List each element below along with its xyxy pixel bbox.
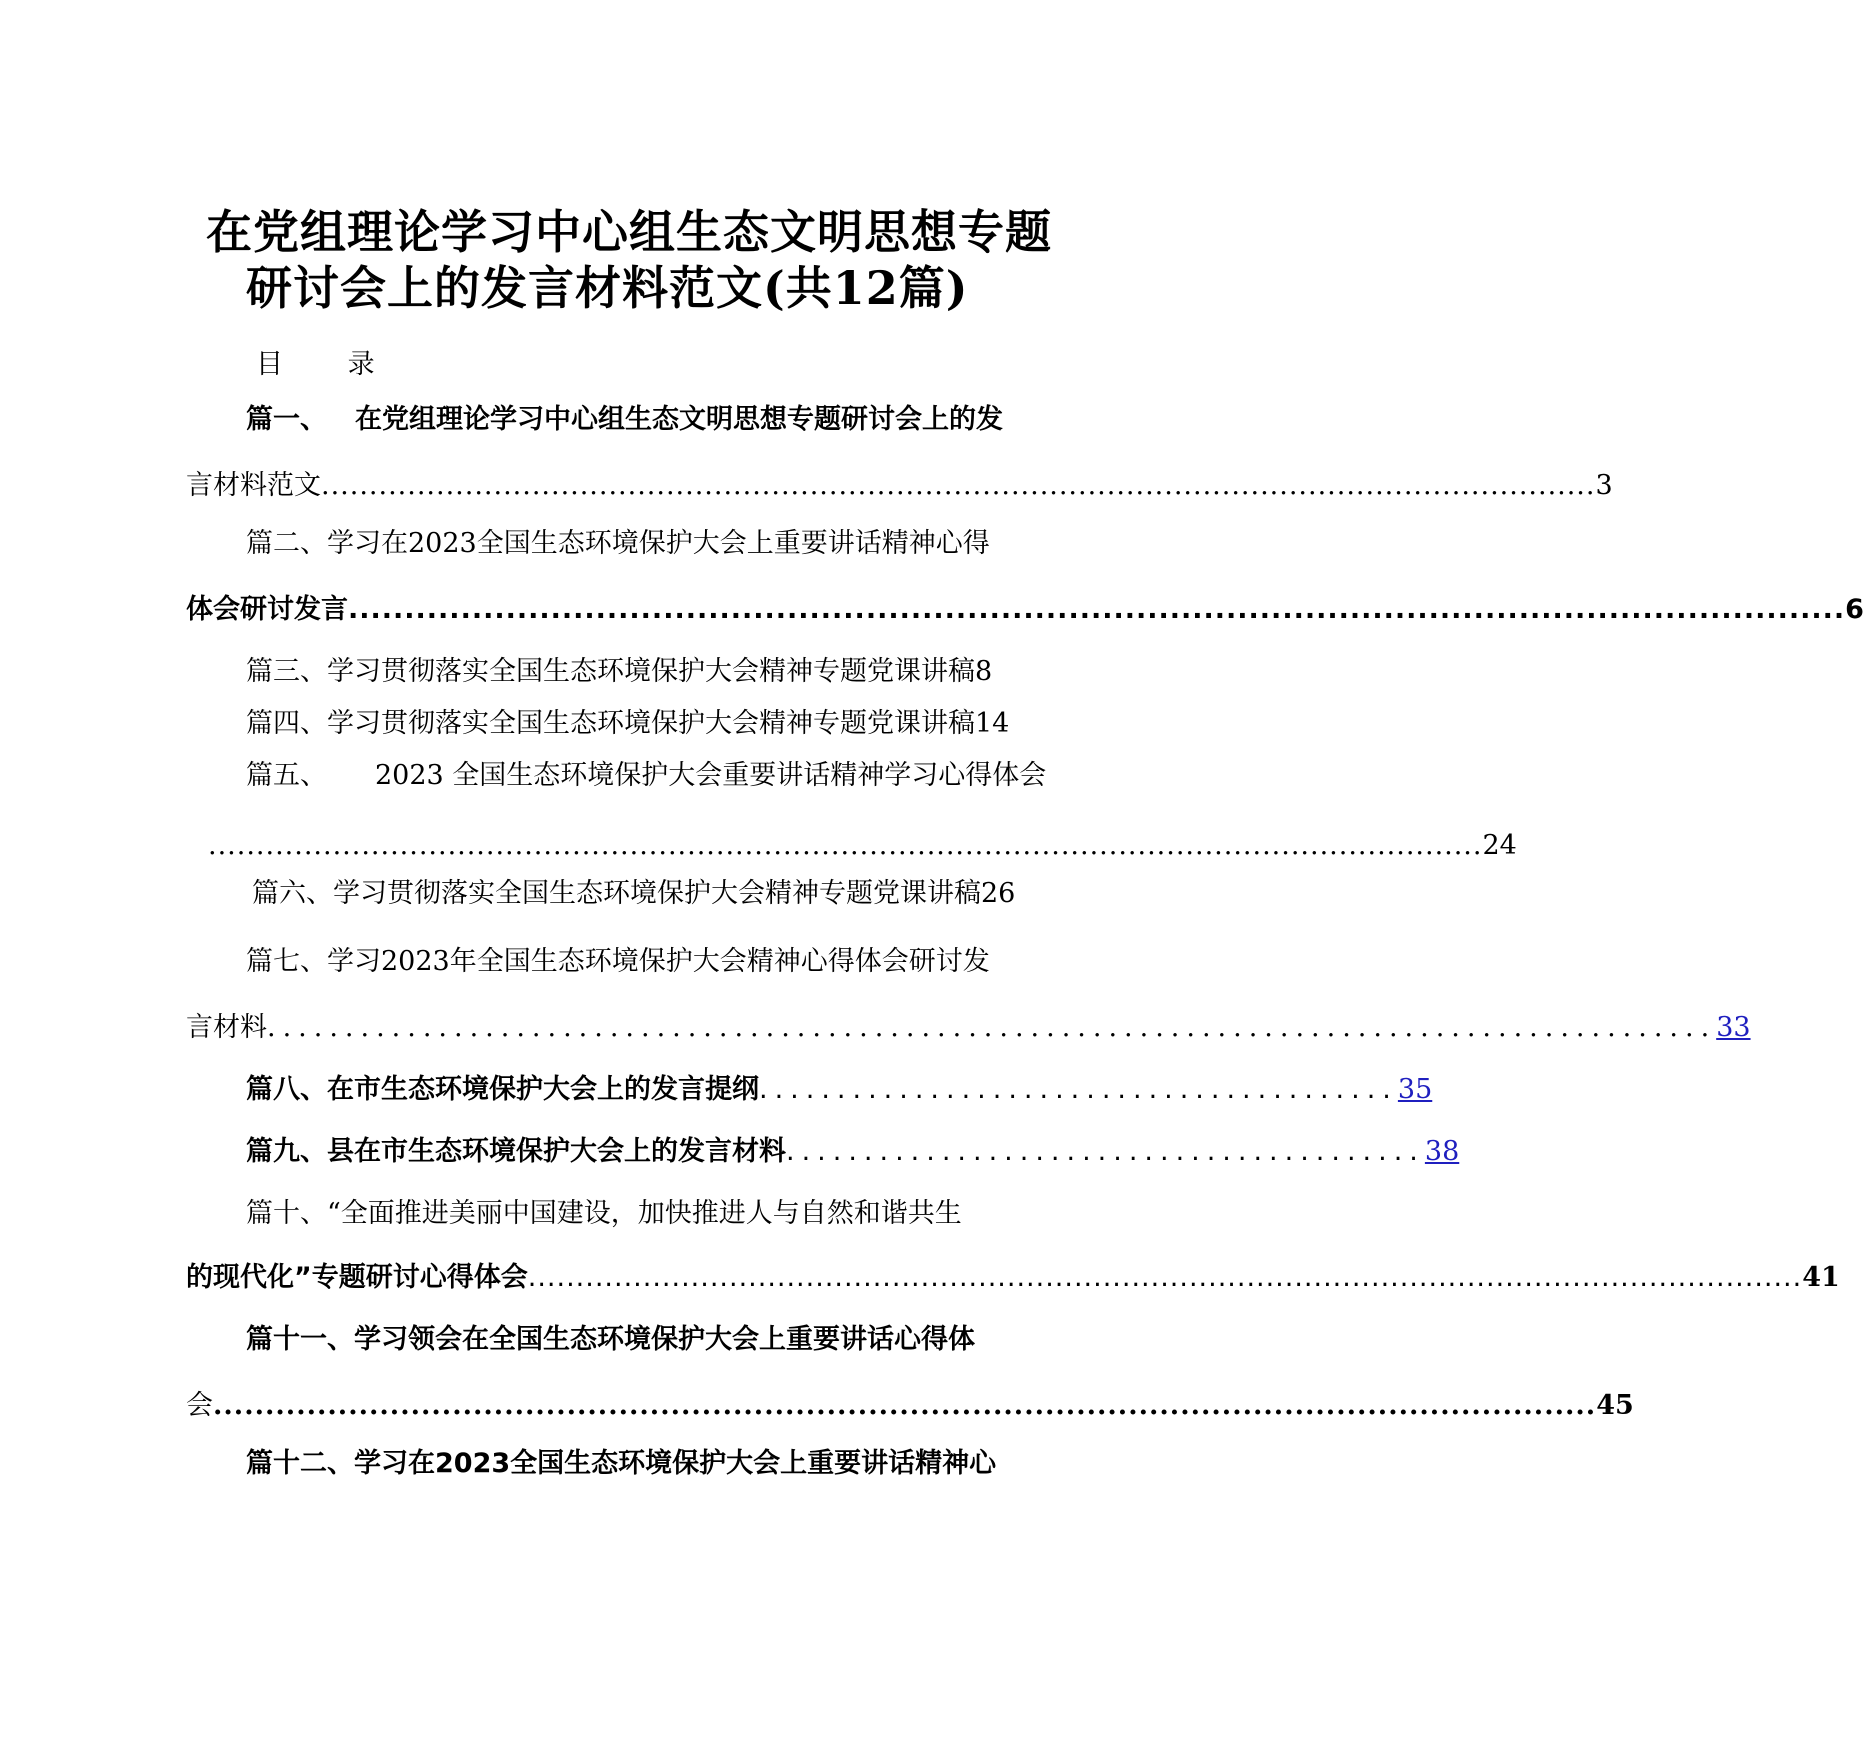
toc-leader-dots: ..................................................................................................................................... <box>527 1262 1803 1293</box>
toc-entry-12-text: 学习在2023全国生态环境保护大会上重要讲话精神心 <box>354 1448 997 1479</box>
toc-entry-1-line-2[interactable] <box>186 466 1613 506</box>
toc-entry-2-page: 6 <box>1845 594 1864 625</box>
toc-entry-1-page: 3 <box>1595 470 1613 501</box>
toc-entry-7-text-cont: 言材料 <box>186 1012 267 1043</box>
toc-entry-2-line-1[interactable] <box>246 524 990 564</box>
toc-entry-5-page: 24 <box>1482 830 1517 861</box>
toc-leader-dots: ......................................... <box>759 1074 1398 1105</box>
toc-entry-8-label: 篇八、 <box>246 1074 327 1105</box>
toc-entry-6-text: 学习贯彻落实全国生态环境保护大会精神专题党课讲稿 <box>333 878 981 909</box>
toc-entry-2-text-cont: 体会研讨发言 <box>186 594 348 625</box>
toc-entry-5-line-2[interactable] <box>208 826 1517 866</box>
toc-entry-4-label: 篇四、 <box>246 708 327 739</box>
toc-entry-8-page-link[interactable]: 35 <box>1397 1074 1433 1105</box>
toc-leader-dots: ..................................................................................................................................... <box>348 594 1846 625</box>
toc-entry-7-text: 学习2023年全国生态环境保护大会精神心得体会研讨发 <box>327 946 990 977</box>
toc-entry-12-line-1[interactable] <box>246 1444 996 1484</box>
toc-entry-10-line-1[interactable] <box>246 1194 962 1234</box>
toc-entry-11-text: 学习领会在全国生态环境保护大会上重要讲话心得体 <box>354 1324 975 1355</box>
toc-entry-11-text-cont: 会 <box>186 1390 213 1421</box>
toc-entry-10-page: 41 <box>1802 1262 1840 1293</box>
toc-entry-11-line-1[interactable] <box>246 1320 975 1360</box>
toc-entry-5-line-1[interactable] <box>246 756 1046 796</box>
toc-leader-dots: ..................................................................................................................................... <box>321 470 1596 501</box>
toc-entry-1-text: 在党组理论学习中心组生态文明思想专题研讨会上的发 <box>355 404 1003 435</box>
document-title-line-2: 研讨会上的发言材料范文(共12篇) <box>246 261 969 315</box>
toc-entry-4-page: 14 <box>975 708 1010 739</box>
toc-entry-11-page: 45 <box>1596 1390 1634 1421</box>
toc-entry-2-line-2[interactable] <box>186 590 1864 630</box>
toc-entry-2-label: 篇二、 <box>246 528 327 559</box>
toc-entry-10-line-2[interactable] <box>186 1258 1840 1298</box>
toc-heading: 目 录 <box>256 349 403 380</box>
document-title-line-1: 在党组理论学习中心组生态文明思想专题 <box>206 205 1052 259</box>
toc-entry-2-text: 学习在2023全国生态环境保护大会上重要讲话精神心得 <box>327 528 990 559</box>
toc-entry-7-line-1[interactable] <box>246 942 990 982</box>
toc-leader-dots: ............................................................................................. <box>267 1012 1717 1043</box>
toc-entry-9-text: 县在市生态环境保护大会上的发言材料 <box>327 1136 786 1167</box>
toc-entry-8-text: 在市生态环境保护大会上的发言提纲 <box>327 1074 759 1105</box>
toc-entry-10-text: “全面推进美丽中国建设，加快推进人与自然和谐共生 <box>327 1198 962 1229</box>
toc-entry-7-page-link[interactable]: 33 <box>1716 1012 1751 1043</box>
toc-entry-12-label: 篇十二、 <box>246 1448 354 1479</box>
toc-leader-dots: ..................................................................................................................................... <box>208 830 1483 861</box>
toc-leader-dots: ......................................... <box>786 1136 1425 1167</box>
toc-entry-4[interactable] <box>246 704 1009 744</box>
toc-entry-7-line-2[interactable] <box>186 1008 1751 1048</box>
toc-entry-10-text-cont: 的现代化”专题研讨心得体会 <box>186 1262 528 1293</box>
toc-entry-9-page-link[interactable]: 38 <box>1424 1136 1460 1167</box>
toc-entry-5-text: 2023 全国生态环境保护大会重要讲话精神学习心得体会 <box>375 760 1047 791</box>
toc-entry-3-text: 学习贯彻落实全国生态环境保护大会精神专题党课讲稿 <box>327 656 975 687</box>
toc-entry-6-page: 26 <box>981 878 1016 909</box>
toc-entry-1-label: 篇一、 <box>246 404 327 435</box>
toc-entry-4-text: 学习贯彻落实全国生态环境保护大会精神专题党课讲稿 <box>327 708 975 739</box>
toc-entry-3[interactable] <box>246 652 992 692</box>
toc-entry-1-line-1[interactable] <box>246 400 1003 440</box>
toc-entry-3-label: 篇三、 <box>246 656 327 687</box>
toc-entry-5-label: 篇五、 <box>246 760 327 791</box>
toc-entry-6-label: 篇六、 <box>252 878 333 909</box>
toc-entry-11-label: 篇十一、 <box>246 1324 354 1355</box>
toc-entry-9-label: 篇九、 <box>246 1136 327 1167</box>
toc-entry-8[interactable] <box>246 1070 1433 1110</box>
toc-leader-dots: ..................................................................................................................................... <box>213 1390 1597 1421</box>
toc-entry-9[interactable] <box>246 1132 1460 1172</box>
toc-entry-1-text-cont: 言材料范文 <box>186 470 321 501</box>
toc-entry-3-page: 8 <box>975 656 993 687</box>
toc-entry-6[interactable] <box>252 874 1015 914</box>
toc-entry-11-line-2[interactable] <box>186 1386 1634 1426</box>
toc-entry-7-label: 篇七、 <box>246 946 327 977</box>
toc-entry-10-label: 篇十、 <box>246 1198 327 1229</box>
